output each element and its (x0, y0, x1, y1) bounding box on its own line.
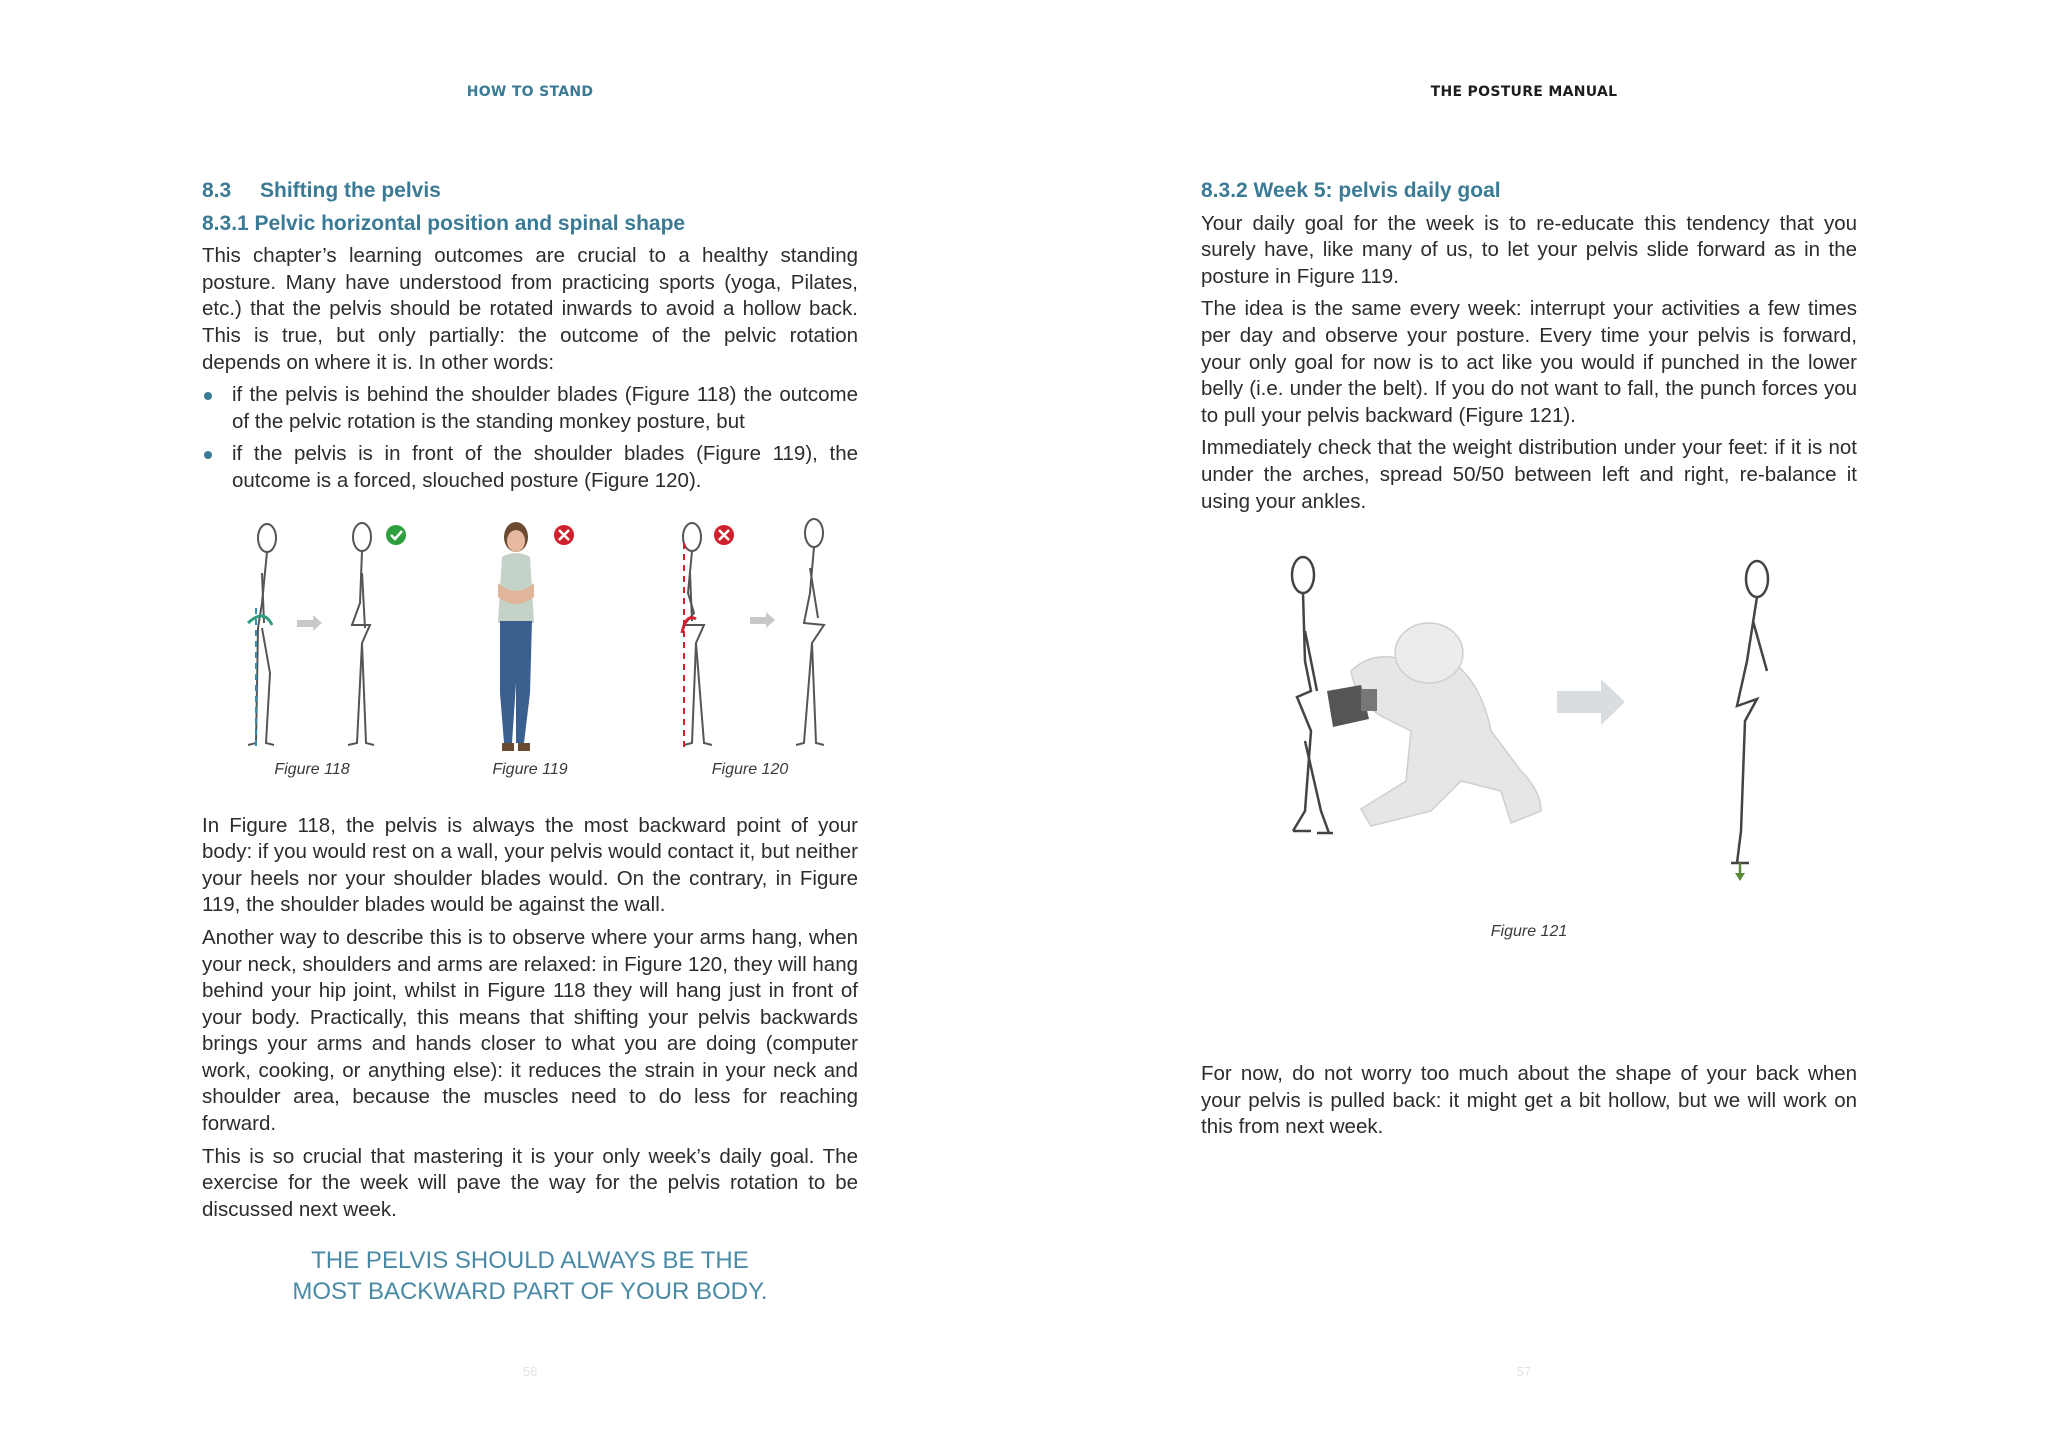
left-column (202, 178, 858, 1229)
paragraph: This is so crucial that mastering it is your only week’s daily goal. The exercise for the week will pave the way for the pelvis rotation to be discussed next week. (202, 1144, 858, 1221)
figure-121-caption: Figure 121 (1490, 923, 1568, 941)
paragraph: Immediately check that the weight distribution under your feet: if it is not under the arches, spread 50/50 between left and right, re-balance it using your ankles. (1201, 436, 1857, 513)
page-number: 57 (1516, 1364, 1532, 1379)
cross-icon (714, 525, 734, 545)
figure-120 (652, 513, 842, 775)
bullet-item: if the pelvis is in front of the shoulder blades (Figure 119), the outcome is a forced, slouched posture (Figure 120). (202, 441, 858, 494)
arrow-right-icon (1557, 679, 1625, 725)
right-column (1201, 178, 1857, 1147)
figure-119-caption: Figure 119 (492, 760, 568, 778)
right-page (1024, 0, 2048, 1448)
figure-118-illustration (212, 513, 412, 775)
arrow-right-icon (297, 615, 322, 631)
paragraph: In Figure 118, the pelvis is always the most backward point of your body: if you would rest on a wall, your pelvis would contact it, but neither your heels nor your shoulder blades would. On the contrary, in Figure 119, the shoulder blades would be against the wall. (202, 813, 858, 917)
subsection-heading: 8.3.2 Week 5: pelvis daily goal (1201, 179, 1501, 202)
callout-quote (202, 1245, 858, 1307)
bullet-list (202, 382, 858, 494)
callout-line: THE PELVIS SHOULD ALWAYS BE THE (311, 1247, 749, 1274)
paragraph: Your daily goal for the week is to re-educate this tendency that you surely have, like many of us, to let your pelvis slide forward as in the posture in Figure 119. (1201, 211, 1857, 288)
figure-118-caption: Figure 118 (274, 760, 350, 778)
callout-line: MOST BACKWARD PART OF YOUR BODY. (292, 1278, 768, 1305)
paragraph: Another way to describe this is to observe where your arms hang, when your neck, shoulders and arms are relaxed: in Figure 120, they will hang behind your hip joint, whilst in Figure 118 they will hang just in front of your body. Practically, this means that shifting your pelvis backwards brings your arms and hands closer to what you are doing (computer work, cooking, or anything else): it reduces the strain in your neck and shoulder area, because the muscles need to do less for reaching forward. (202, 925, 858, 1136)
section-number: 8.3 (202, 179, 232, 202)
running-head: HOW TO STAND (466, 84, 594, 100)
subsection-heading: 8.3.1 Pelvic horizontal position and spinal shape (202, 211, 686, 235)
page-number: 56 (522, 1364, 538, 1379)
spacer (1201, 1001, 1857, 1061)
section-heading (202, 178, 858, 205)
figure-120-illustration (652, 513, 842, 775)
running-head: THE POSTURE MANUAL (1430, 84, 1618, 100)
figure-121-illustration (1201, 541, 1857, 941)
figure-119-photo (464, 513, 594, 775)
cross-icon (554, 525, 574, 545)
figure-row (202, 513, 858, 803)
paragraph: The idea is the same every week: interrupt your activities a few times per day and observe your posture. Every time your pelvis is forward, your only goal for now is to act like you would if punched in the lower belly (i.e. under the belt). If you do not want to fall, the punch forces you to pull your pelvis backward (Figure 121). (1201, 297, 1857, 427)
figure-118 (212, 513, 412, 775)
figure-119 (464, 513, 594, 775)
intro-paragraph: This chapter’s learning outcomes are crucial to a healthy standing posture. Many have understood from practicing sports (yoga, Pilates, etc.) that the pelvis should be rotated inwards to avoid a hollow back. This is true, but only partially: the outcome of the pelvic rotation depends on where it is. In other words: (202, 244, 858, 374)
section-title: Shifting the pelvis (260, 179, 441, 202)
arrow-right-icon (750, 612, 775, 628)
figure-121 (1201, 541, 1857, 1001)
bullet-item: if the pelvis is behind the shoulder blades (Figure 118) the outcome of the pelvic rotation is the standing monkey posture, but (202, 382, 858, 435)
check-icon (386, 525, 406, 545)
closing-paragraph: For now, do not worry too much about the shape of your back when your pelvis is pulled back: it might get a bit hollow, but we will work on this from next week. (1201, 1062, 1857, 1139)
figure-120-caption: Figure 120 (711, 760, 789, 778)
